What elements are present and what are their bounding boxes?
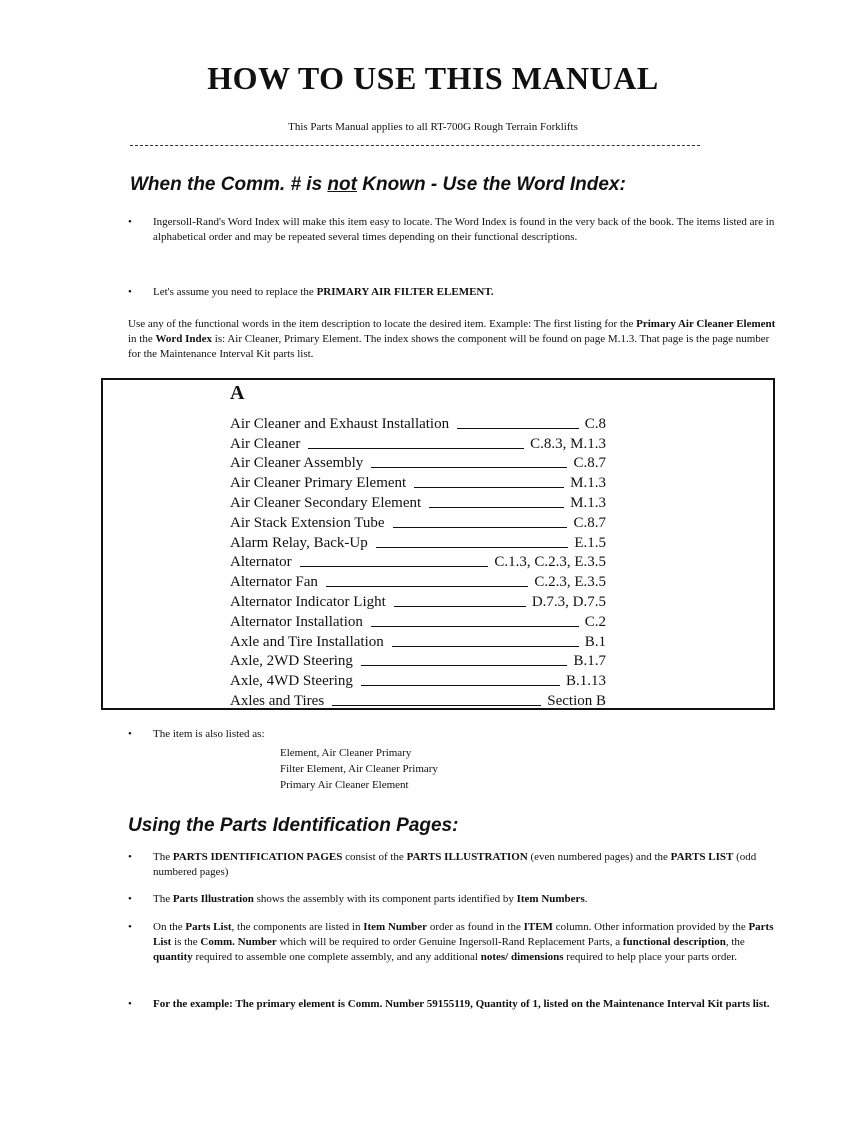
bullet-icon: • (128, 286, 132, 298)
index-entry (230, 492, 606, 512)
bullet-icon: • (128, 998, 132, 1010)
index-entry-page-ref: C.8.7 (573, 514, 606, 531)
index-entry-page-ref: C.8.3, M.1.3 (530, 435, 606, 452)
index-leader-line (392, 646, 579, 647)
index-entry (230, 532, 606, 552)
index-leader-line (429, 507, 564, 508)
index-letter: A (230, 382, 245, 404)
index-leader-line (332, 705, 541, 706)
index-entry-page-ref: B.1.7 (573, 653, 606, 670)
index-entry (230, 690, 606, 710)
index-entry (230, 512, 606, 532)
index-entry (230, 453, 606, 473)
index-entry-name: Axle and Tire Installation (230, 633, 384, 650)
index-entry-page-ref: C.2.3, E.3.5 (534, 574, 606, 591)
index-entry-page-ref: C.2 (584, 613, 606, 630)
index-entry-page-ref: C.8 (584, 415, 606, 432)
index-entry-page-ref: E.1.5 (574, 534, 606, 551)
bullet-parts-list: • On the Parts List, the components are listed in Item Number order as found in the ITEM column. Other information provided by the Parts List is the Comm. Number which will be required to order Genuine Ingersoll-Rand Replacement Parts, a functional description, the quantity required to assemble one complete assembly, and any additional notes/ dimensions required to help place your parts order. (128, 921, 774, 963)
index-leader-line (376, 547, 569, 548)
index-entry-name: Axle, 2WD Steering (230, 653, 353, 670)
bullet-icon: • (128, 728, 132, 740)
index-leader-line (394, 606, 526, 607)
index-leader-line (300, 566, 489, 567)
index-leader-line (457, 428, 579, 429)
also-listed-lines (280, 745, 438, 793)
index-entry-name: Air Cleaner Secondary Element (230, 494, 422, 511)
index-entry (230, 670, 606, 690)
index-entry-name: Axle, 4WD Steering (230, 673, 353, 690)
page-title: HOW TO USE THIS MANUAL (207, 60, 659, 96)
index-list (230, 413, 606, 710)
index-leader-line (393, 527, 568, 528)
bullet-word-index: • Ingersoll-Rand's Word Index will make this item easy to locate. The Word Index is found in the very back of the book. The items listed are in alphabetical order and may be repeated several times depending on their functional descriptions. (128, 216, 775, 243)
index-entry-name: Air Cleaner (230, 435, 301, 452)
index-entry (230, 472, 606, 492)
index-entry-name: Alternator (230, 554, 292, 571)
index-leader-line (361, 665, 568, 666)
index-leader-line (371, 467, 567, 468)
index-entry (230, 591, 606, 611)
index-leader-line (414, 487, 564, 488)
bullet-replace-filter: • Let's assume you need to replace the PRIMARY AIR FILTER ELEMENT. (128, 286, 494, 298)
index-entry (230, 631, 606, 651)
also-listed-line: Primary Air Cleaner Element (280, 779, 409, 791)
index-entry-page-ref: M.1.3 (570, 494, 606, 511)
index-entry-name: Alternator Indicator Light (230, 593, 386, 610)
index-entry-page-ref: C.8.7 (573, 455, 606, 472)
index-entry-name: Air Cleaner Primary Element (230, 475, 407, 492)
index-entry-name: Air Stack Extension Tube (230, 514, 385, 531)
index-entry-name: Air Cleaner and Exhaust Installation (230, 415, 450, 432)
bullet-icon: • (128, 921, 132, 933)
bullet-icon: • (128, 216, 132, 228)
index-entry-page-ref: Section B (547, 692, 606, 709)
index-entry-page-ref: D.7.3, D.7.5 (531, 593, 606, 610)
bullet-parts-id-pages: • The PARTS IDENTIFICATION PAGES consist of the PARTS ILLUSTRATION (even numbered pages) and the PARTS LIST (odd numbered pages) (128, 851, 757, 878)
index-entry-page-ref: B.1.13 (565, 673, 606, 690)
index-entry-name: Alternator Installation (230, 613, 363, 630)
index-entry (230, 413, 606, 433)
index-entry-name: Air Cleaner Assembly (230, 455, 364, 472)
index-entry-name: Alternator Fan (230, 574, 318, 591)
section-heading-parts-id: Using the Parts Identification Pages: (128, 815, 459, 836)
index-entry (230, 571, 606, 591)
index-leader-line (371, 626, 579, 627)
index-entry-name: Axles and Tires (230, 692, 325, 709)
bullet-icon: • (128, 851, 132, 863)
divider (130, 145, 700, 146)
index-entry (230, 552, 606, 572)
bullet-example: • For the example: The primary element is Comm. Number 59155119, Quantity of 1, listed on the Maintenance Interval Kit parts list. (128, 998, 770, 1010)
index-entry (230, 611, 606, 631)
bullet-also-listed: • The item is also listed as: (128, 728, 265, 740)
index-entry (230, 651, 606, 671)
index-entry-page-ref: B.1 (584, 633, 606, 650)
index-entry-page-ref: C.1.3, C.2.3, E.3.5 (494, 554, 606, 571)
manual-subtitle: This Parts Manual applies to all RT-700G Rough Terrain Forklifts (288, 121, 578, 133)
index-entry-page-ref: M.1.3 (570, 475, 606, 492)
section-heading-word-index: When the Comm. # is not Known - Use the Word Index: (130, 174, 626, 195)
index-leader-line (361, 685, 560, 686)
index-leader-line (326, 586, 528, 587)
bullet-parts-illustration: • The Parts Illustration shows the assembly with its component parts identified by Item Numbers. (128, 893, 588, 905)
index-entry (230, 433, 606, 453)
index-entry-name: Alarm Relay, Back-Up (230, 534, 368, 551)
also-listed-line: Filter Element, Air Cleaner Primary (280, 763, 438, 775)
index-leader-line (308, 448, 524, 449)
bullet-icon: • (128, 893, 132, 905)
example-paragraph: Use any of the functional words in the item description to locate the desired item. Example: The first listing for the Primary Air Cleaner Element in the Word Index is: Air Cleaner, Primary Element. The index shows the component will be found on page M.1.3. That page is the page number for the Maintenance Interval Kit parts list. (128, 318, 776, 360)
also-listed-line: Element, Air Cleaner Primary (280, 747, 412, 759)
